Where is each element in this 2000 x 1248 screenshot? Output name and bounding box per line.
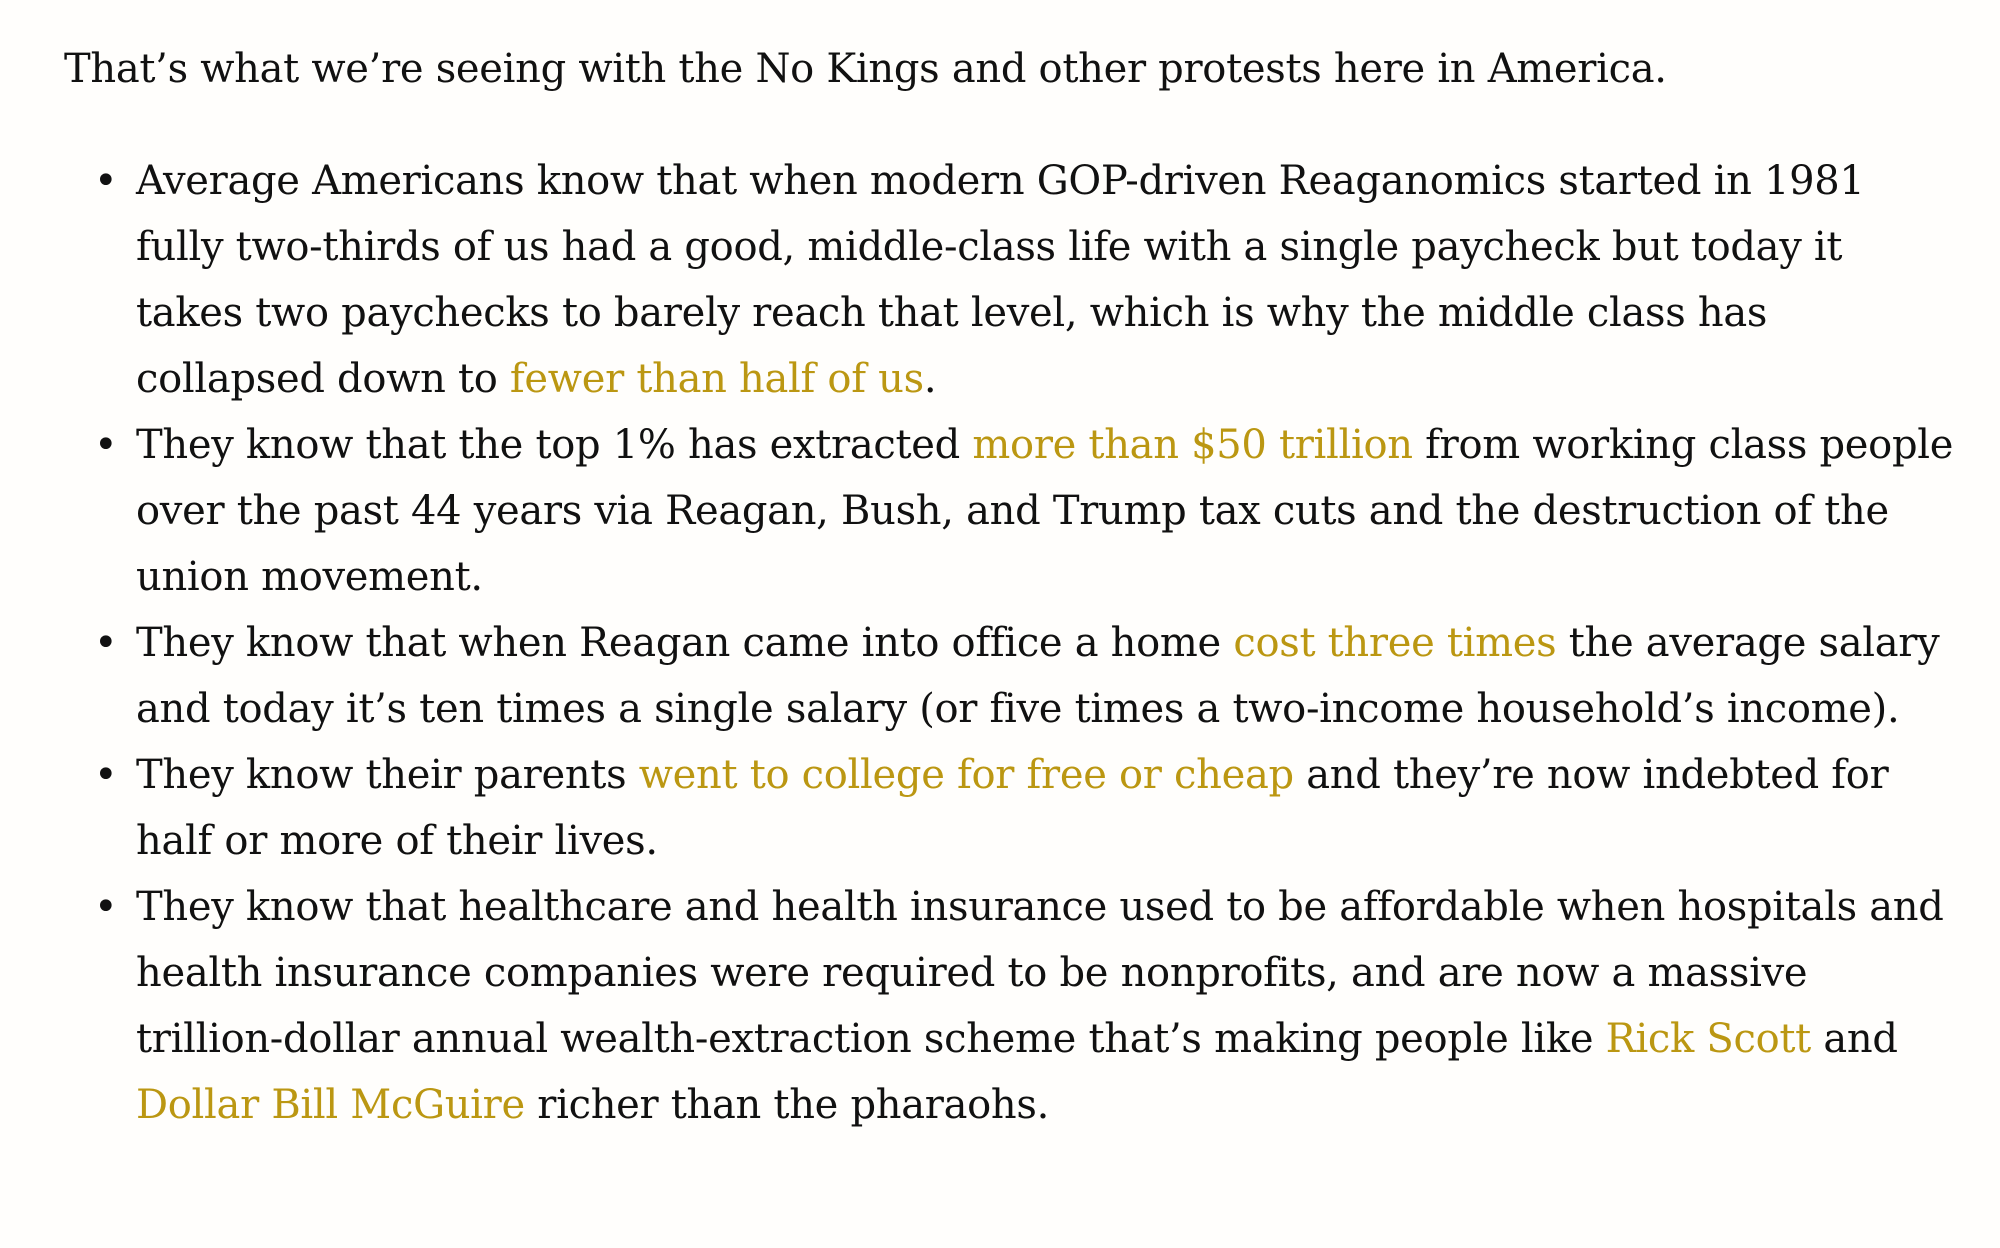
list-item <box>94 148 1960 412</box>
item-text: and <box>1810 1016 1898 1062</box>
bullet-icon: • <box>94 422 118 468</box>
link-college-free[interactable]: went to college for free or cheap <box>638 752 1294 798</box>
item-text: They know their parents <box>136 752 639 798</box>
item-text: . <box>923 356 937 402</box>
item-text: They know that when Reagan came into office a home <box>136 620 1234 666</box>
bullet-list <box>64 148 1960 1138</box>
item-text: Average Americans know that when modern GOP-driven Reaganomics started in 1981 fully two-thirds of us had a good, middle-class life with a single paycheck but today it takes two paychecks to barely reach that level, which is why the middle class has collapsed down to <box>136 158 1865 402</box>
item-text: the average salary and today it’s ten times a single salary (or five times a two-income household’s income). <box>136 620 1940 732</box>
link-cost-three-times[interactable]: cost three times <box>1233 620 1557 666</box>
link-rick-scott[interactable]: Rick Scott <box>1605 1016 1811 1062</box>
link-50-trillion[interactable]: more than $50 trillion <box>972 422 1413 468</box>
link-fewer-than-half[interactable]: fewer than half of us <box>509 356 924 402</box>
item-text: and they’re now indebted for half or more of their lives. <box>136 752 1889 864</box>
list-item <box>94 412 1960 610</box>
bullet-icon: • <box>94 752 118 798</box>
item-text: from working class people over the past 44 years via Reagan, Bush, and Trump tax cuts and the destruction of the union movement. <box>136 422 1954 600</box>
item-text: They know that the top 1% has extracted <box>136 422 973 468</box>
list-item <box>94 610 1960 742</box>
list-item <box>94 742 1960 874</box>
bullet-icon: • <box>94 158 118 204</box>
item-text: richer than the pharaohs. <box>524 1082 1050 1128</box>
item-text: They know that healthcare and health insurance used to be affordable when hospitals and health insurance companies were required to be nonprofits, and are now a massive trillion-dollar annual wealth-extraction scheme that’s making people like <box>136 884 1944 1062</box>
link-dollar-bill-mcguire[interactable]: Dollar Bill McGuire <box>136 1082 525 1128</box>
bullet-icon: • <box>94 620 118 666</box>
intro-paragraph: That’s what we’re seeing with the No Kings and other protests here in America. <box>64 46 1667 92</box>
list-item <box>94 874 1960 1138</box>
bullet-icon: • <box>94 884 118 930</box>
